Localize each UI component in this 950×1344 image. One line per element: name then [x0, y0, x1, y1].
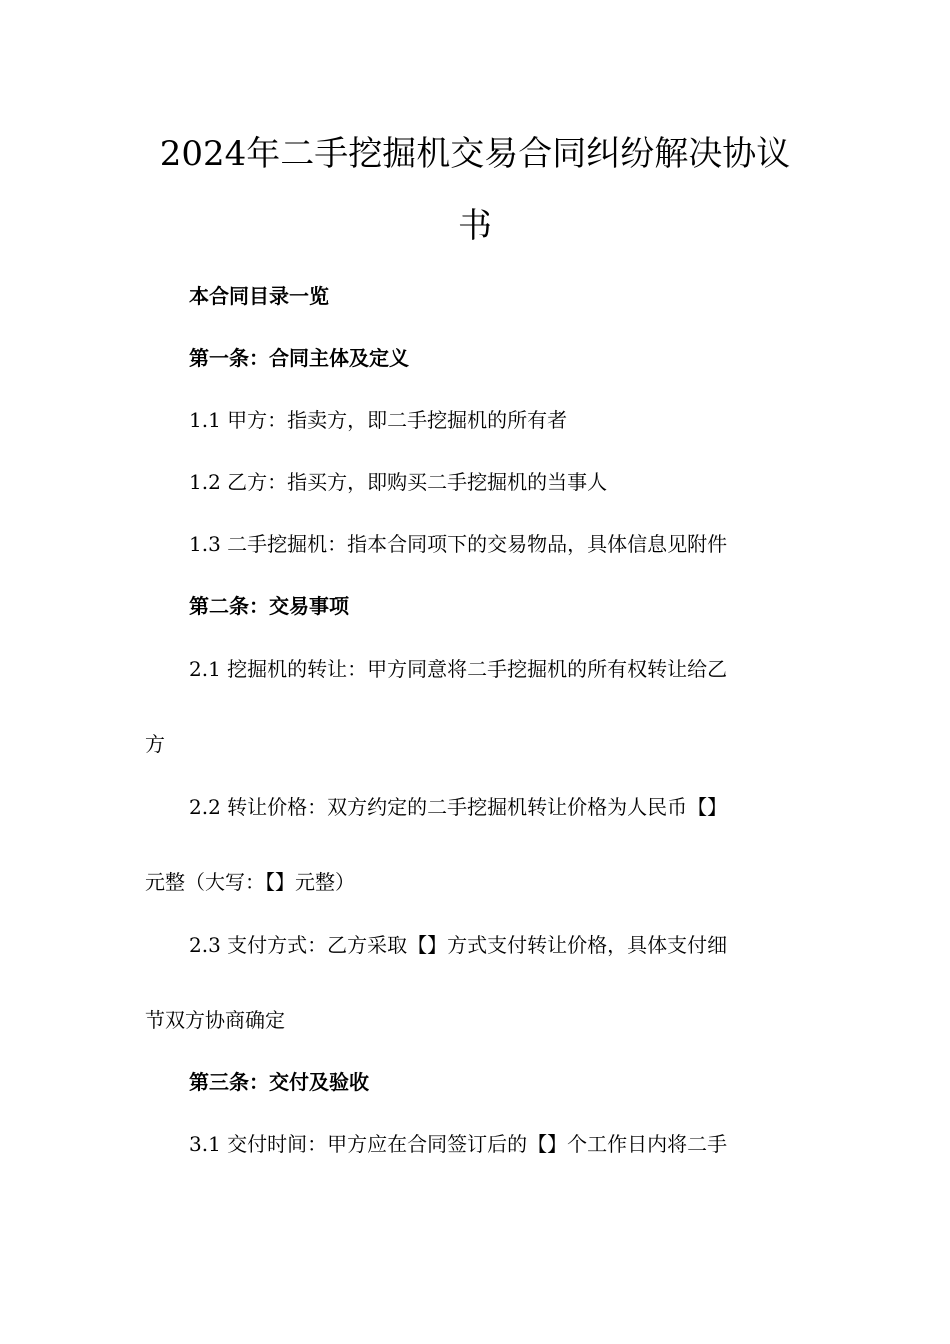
toc-heading: 本合同目录一览: [189, 284, 329, 308]
article-3-heading: 第三条：交付及验收: [189, 1070, 369, 1094]
article-2-item-2-line-1: 2.2 转让价格：双方约定的二手挖掘机转让价格为人民币【】: [189, 795, 728, 819]
article-2-item-2-line-2: 元整（大写：【】元整）: [145, 870, 355, 894]
document-title-line-2: 书: [458, 206, 492, 246]
article-1-item-1: 1.1 甲方：指卖方，即二手挖掘机的所有者: [189, 408, 568, 432]
document-title-line-1: 2024年二手挖掘机交易合同纠纷解决协议: [159, 134, 791, 174]
article-1-item-3: 1.3 二手挖掘机：指本合同项下的交易物品，具体信息见附件: [189, 532, 728, 556]
article-2-item-3-line-1: 2.3 支付方式：乙方采取【】方式支付转让价格，具体支付细: [189, 933, 728, 957]
article-2-item-1-line-1: 2.1 挖掘机的转让：甲方同意将二手挖掘机的所有权转让给乙: [189, 657, 728, 681]
article-1-item-2: 1.2 乙方：指买方，即购买二手挖掘机的当事人: [189, 470, 608, 494]
article-2-item-1-line-2: 方: [145, 732, 165, 756]
article-2-item-3-line-2: 节双方协商确定: [145, 1008, 285, 1032]
article-3-item-1-line-1: 3.1 交付时间：甲方应在合同签订后的【】个工作日内将二手: [189, 1132, 728, 1156]
article-1-heading: 第一条：合同主体及定义: [189, 346, 409, 370]
article-2-heading: 第二条：交易事项: [189, 594, 349, 618]
